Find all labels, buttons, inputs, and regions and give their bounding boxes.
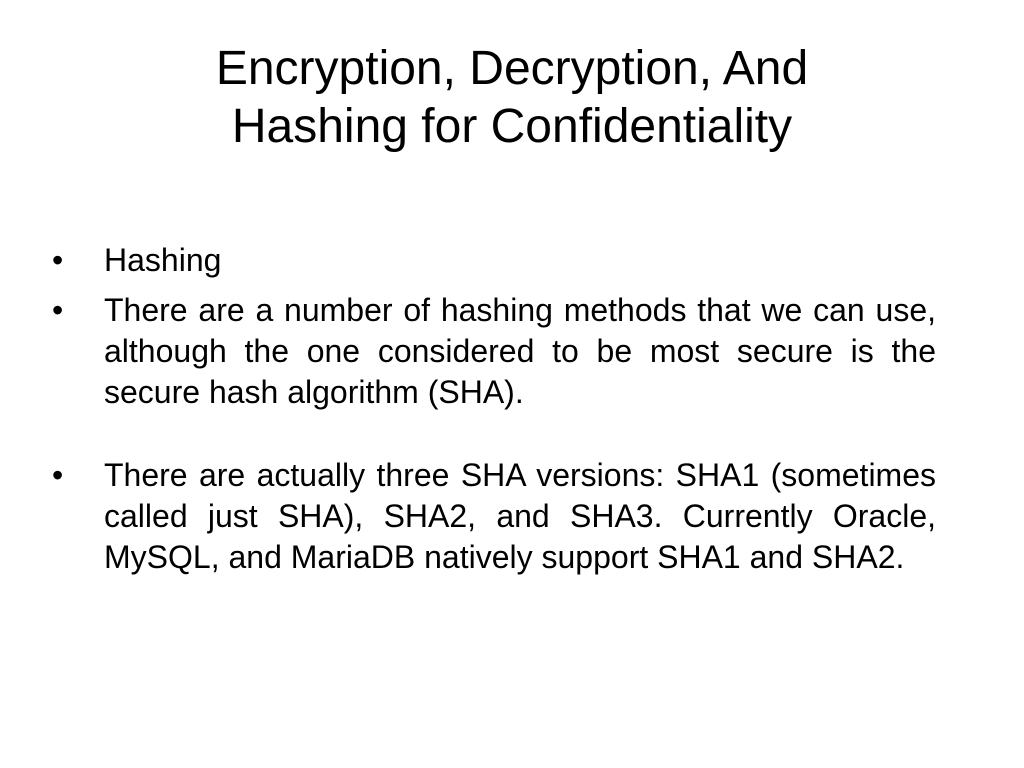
bullet-item-hashing (52, 240, 936, 281)
bullet-dot-icon: • (52, 242, 64, 278)
bullet-item-hashing-methods (52, 290, 936, 413)
bullet-dot-icon: • (52, 292, 64, 328)
bullet-dot-icon: • (52, 457, 64, 493)
slide-title (80, 40, 944, 156)
title-line-1: Encryption, Decryption, And (215, 42, 809, 95)
bullet-text: Hashing (104, 242, 222, 278)
title-line-2: Hashing for Confidentiality (231, 100, 793, 153)
bullet-list (52, 240, 936, 587)
bullet-item-sha-versions (52, 455, 936, 578)
bullet-text: There are a number of hashing methods that we can use, although the one considered to be most secure is the secure hash algorithm (SHA). (104, 292, 936, 410)
bullet-text: There are actually three SHA versions: SHA1 (sometimes called just SHA), SHA2, and SHA3. Currently Oracle, MySQL, and MariaDB natively support SHA1 and SHA2. (104, 457, 936, 575)
